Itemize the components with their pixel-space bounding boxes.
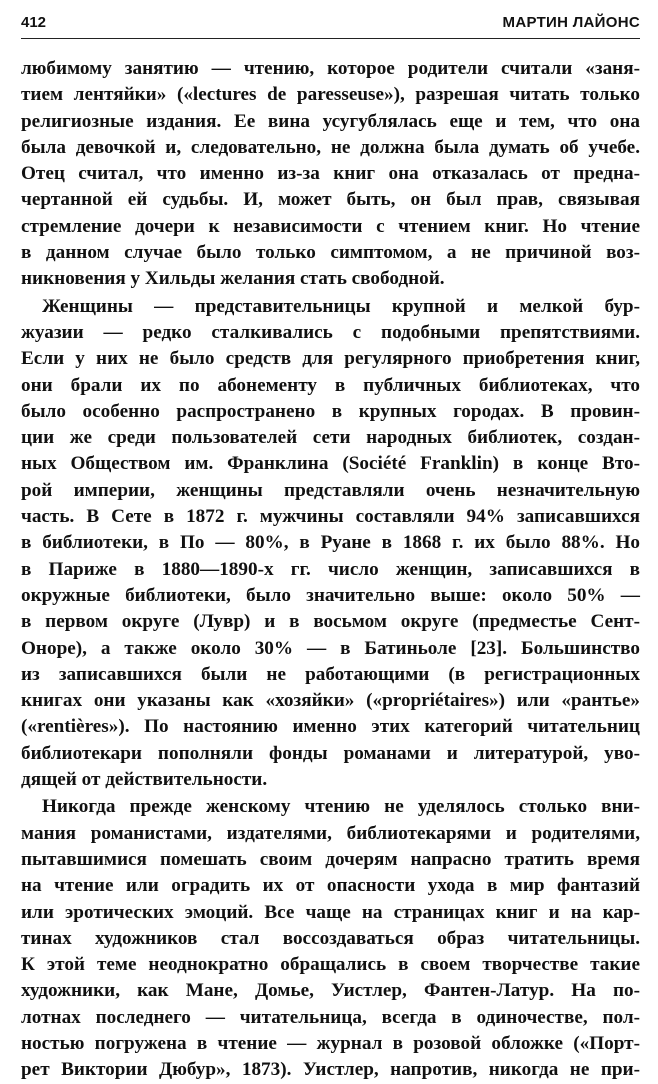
text-line: мания романистами, издателями, библиотекарями и родителями, — [21, 822, 640, 844]
text-line: ностью погружена в чтение — журнал в розовой обложке («Порт- — [21, 1032, 640, 1054]
paragraph — [21, 294, 640, 794]
text-line: Оноре), а также около 30% — в Батиньоле [23]. Большинство — [21, 637, 640, 659]
text-line: тием лентяйки» («lectures de paresseuse»), разрешая читать только — [21, 84, 640, 106]
text-line: ции же среди пользователей сети народных библиотек, создан- — [21, 427, 640, 449]
text-line: из записавшихся были не работающими (в регистрационных — [21, 663, 640, 685]
text-line: в данном случае было только симптомом, а не причиной воз- — [21, 242, 640, 264]
text-line: книгах они указаны как «хозяйки» («propriétaires») или «рантье» — [21, 690, 640, 712]
paragraph — [21, 56, 640, 293]
text-line: чертанной ей судьбы. И, может быть, он был прав, связывая — [21, 189, 640, 211]
text-line: библиотекари пополняли фонды романами и литературой, уво- — [21, 742, 640, 764]
text-line: К этой теме неоднократно обращались в своем творчестве такие — [21, 954, 640, 976]
page-number: 412 — [21, 14, 47, 31]
text-line: часть. В Сете в 1872 г. мужчины составляли 94% записавшихся — [21, 506, 640, 528]
text-line: стремление дочери к независимости с чтением книг. Но чтение — [21, 215, 640, 237]
text-line: было особенно распространено в крупных городах. В провин- — [21, 400, 640, 422]
running-head: МАРТИН ЛАЙОНС — [502, 14, 640, 31]
paragraph — [21, 794, 640, 1083]
text-line: Женщины — представительницы крупной и мелкой бур- — [42, 295, 640, 317]
page-header — [21, 14, 640, 36]
text-line: на чтение или оградить их от опасности ухода в мир фантазий — [21, 875, 640, 897]
text-line: никновения у Хильды желания стать свободной. — [21, 268, 445, 290]
header-rule — [21, 38, 640, 39]
text-line: они брали их по абонементу в публичных библиотеках, что — [21, 374, 640, 396]
text-line: окружные библиотеки, было значительно выше: около 50% — — [21, 584, 640, 606]
text-line: («rentières»). По настоянию именно этих категорий читательниц — [21, 716, 640, 738]
text-line: в первом округе (Лувр) и в восьмом округе (предместье Сент- — [21, 611, 640, 633]
text-line: Никогда прежде женскому чтению не уделялось столько вни- — [42, 796, 640, 818]
text-line: в Париже в 1880—1890-х гг. число женщин, записавшихся в — [21, 558, 640, 580]
text-line: в библиотеки, в По — 80%, в Руане в 1868 г. их было 88%. Но — [21, 532, 640, 554]
text-line: или эротических эмоций. Все чаще на страницах книг и на кар- — [21, 901, 640, 923]
text-line: пытавшимися помешать своим дочерям напрасно тратить время — [21, 848, 640, 870]
text-line: рет Виктории Дюбур», 1873). Уистлер, напротив, никогда не при- — [21, 1059, 640, 1081]
text-line: Отец считал, что именно из-за книг она отказалась от предна- — [21, 163, 640, 185]
text-line: религиозные издания. Ее вина усугублялась еще и тем, что она — [21, 110, 640, 132]
text-line: художники, как Мане, Домье, Уистлер, Фантен-Латур. На по- — [21, 980, 640, 1002]
text-line: Если у них не было средств для регулярного приобретения книг, — [21, 348, 640, 370]
text-line: дящей от действительности. — [21, 769, 268, 791]
text-line: жуазии — редко сталкивались с подобными препятствиями. — [21, 321, 640, 343]
text-line: лотнах последнего — читательница, всегда в одиночестве, пол- — [21, 1006, 640, 1028]
body-text — [21, 56, 640, 1084]
text-line: тинах художников стал воссоздаваться образ читательницы. — [21, 927, 640, 949]
text-line: рой империи, женщины представляли очень незначительную — [21, 479, 640, 501]
text-line: была девочкой и, следовательно, не должна была думать об учебе. — [21, 136, 640, 158]
text-line: любимому занятию — чтению, которое родители считали «заня- — [21, 58, 640, 79]
text-line: ных Обществом им. Франклина (Société Franklin) в конце Вто- — [21, 453, 640, 475]
